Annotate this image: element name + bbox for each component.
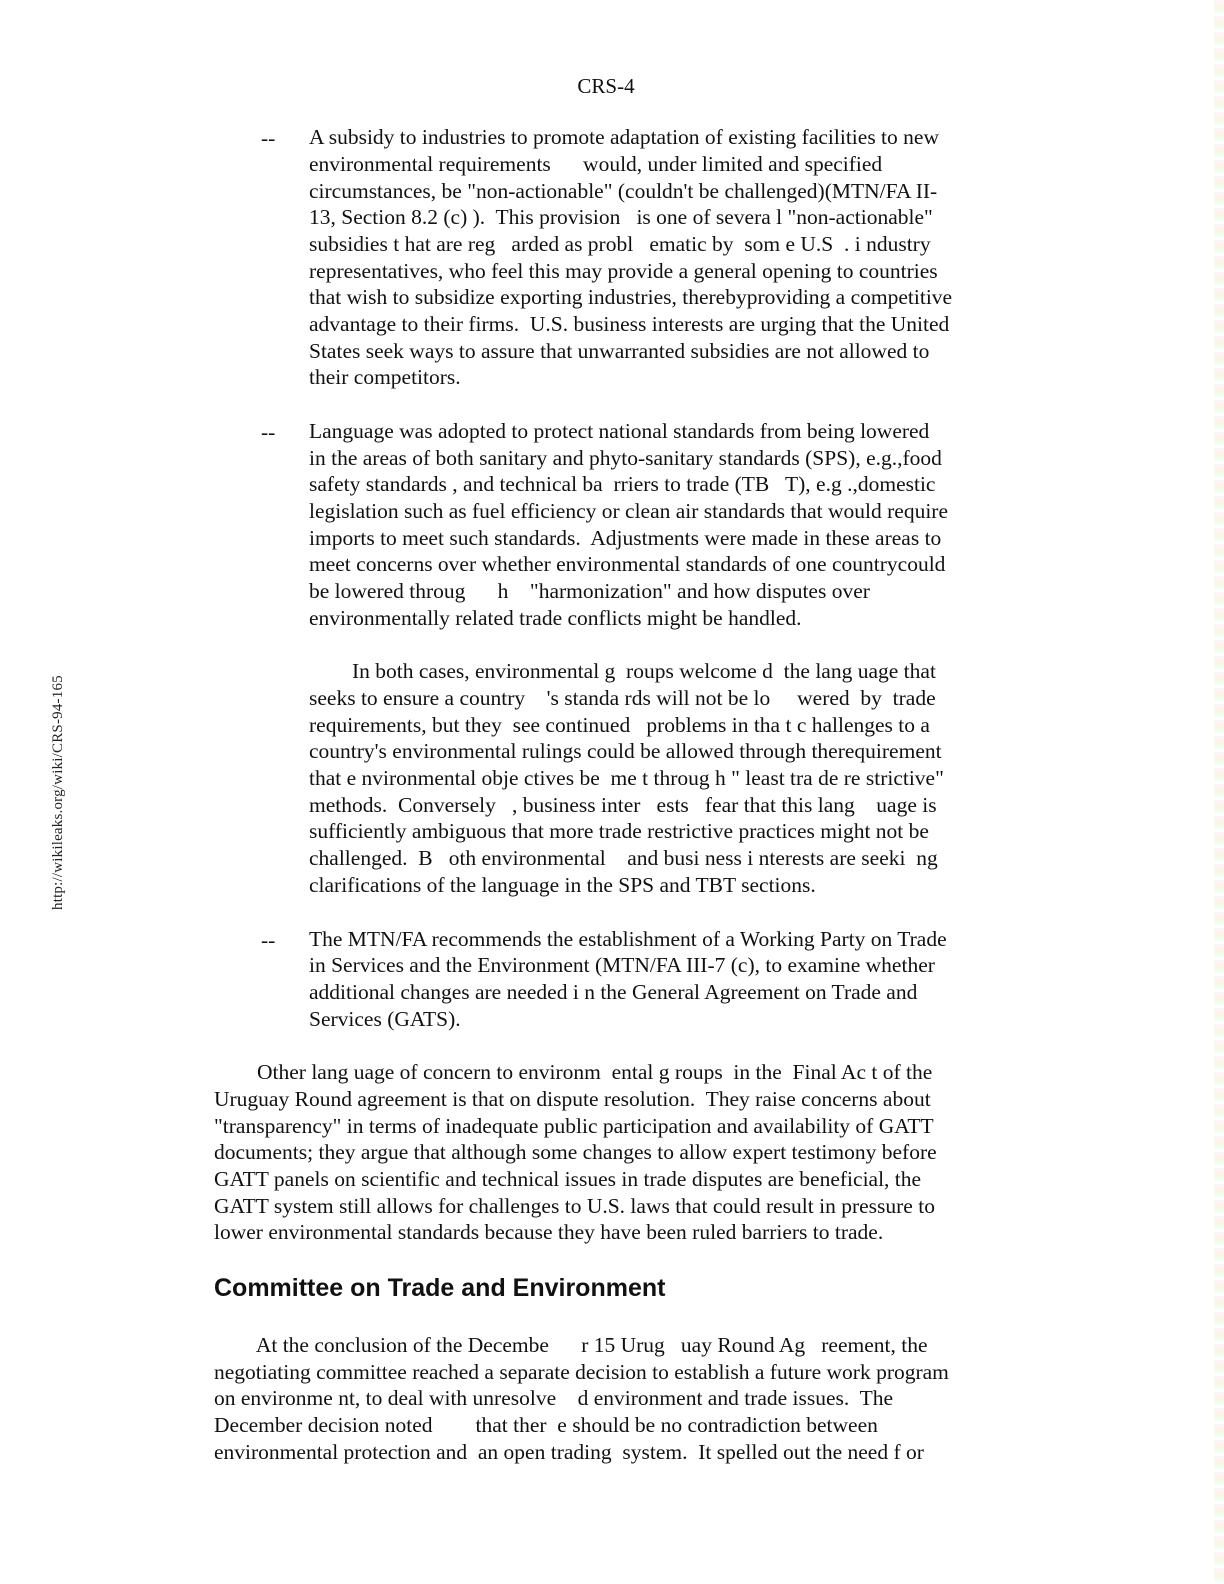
text-line: sufficiently ambiguous that more trade restrictive practices might not be bbox=[309, 819, 929, 843]
text-line: Uruguay Round agreement is that on dispute resolution. They raise concerns about bbox=[214, 1087, 931, 1111]
side-watermark-url: http://wikileaks.org/wiki/CRS-94-165 bbox=[50, 675, 66, 910]
scan-edge-strip bbox=[1214, 0, 1224, 1584]
bullet-marker: -- bbox=[261, 420, 276, 444]
bullet-marker: -- bbox=[261, 126, 276, 150]
text-line: clarifications of the language in the SPS and TBT sections. bbox=[309, 873, 816, 897]
text-line: environmental requirements would, under limited and specified bbox=[309, 152, 883, 176]
text-line: Services (GATS). bbox=[309, 1007, 461, 1031]
text-line: that e nvironmental obje ctives be me t throug h " least tra de re strictive" bbox=[309, 766, 944, 790]
text-line: documents; they argue that although some changes to allow expert testimony before bbox=[214, 1140, 937, 1164]
text-line: A subsidy to industries to promote adaptation of existing facilities to new bbox=[309, 125, 939, 149]
text-line: Language was adopted to protect national standards from being lowered bbox=[309, 419, 930, 443]
text-line: "transparency" in terms of inadequate public participation and availability of GATT bbox=[214, 1114, 934, 1138]
text-line: States seek ways to assure that unwarranted subsidies are not allowed to bbox=[309, 339, 930, 363]
text-line: requirements, but they see continued problems in tha t c hallenges to a bbox=[309, 713, 930, 737]
text-line: At the conclusion of the Decembe r 15 Urug uay Round Ag reement, the bbox=[214, 1333, 928, 1357]
text-line: advantage to their firms. U.S. business interests are urging that the United bbox=[309, 312, 950, 336]
text-line: be lowered throug h "harmonization" and how disputes over bbox=[309, 579, 870, 603]
text-line: methods. Conversely , business inter ests fear that this lang uage is bbox=[309, 793, 937, 817]
text-line: In both cases, environmental g roups welcome d the lang uage that bbox=[309, 659, 936, 683]
text-line: country's environmental rulings could be allowed through therequirement bbox=[309, 739, 942, 763]
text-line: environmental protection and an open trading system. It spelled out the need f or bbox=[214, 1440, 924, 1464]
text-line: lower environmental standards because they have been ruled barriers to trade. bbox=[214, 1220, 884, 1244]
text-line: environmentally related trade conflicts might be handled. bbox=[309, 606, 802, 630]
text-line: representatives, who feel this may provide a general opening to countries bbox=[309, 259, 938, 283]
text-line: their competitors. bbox=[309, 365, 461, 389]
text-line: additional changes are needed i n the General Agreement on Trade and bbox=[309, 980, 918, 1004]
text-line: that wish to subsidize exporting industries, therebyproviding a competitive bbox=[309, 285, 953, 309]
text-line: The MTN/FA recommends the establishment of a Working Party on Trade bbox=[309, 927, 947, 951]
section-heading: Committee on Trade and Environment bbox=[214, 1274, 666, 1302]
text-line: safety standards , and technical ba rriers to trade (TB T), e.g .,domestic bbox=[309, 472, 936, 496]
page-number-header: CRS-4 bbox=[577, 74, 635, 98]
text-line: 13, Section 8.2 (c) ). This provision is one of severa l "non-actionable" bbox=[309, 205, 933, 229]
text-line: in Services and the Environment (MTN/FA III-7 (c), to examine whether bbox=[309, 953, 935, 977]
text-line: December decision noted that ther e should be no contradiction between bbox=[214, 1413, 878, 1437]
bullet-marker: -- bbox=[261, 928, 276, 952]
text-line: negotiating committee reached a separate decision to establish a future work program bbox=[214, 1360, 949, 1384]
text-line: GATT panels on scientific and technical issues in trade disputes are beneficial, the bbox=[214, 1167, 922, 1191]
text-line: circumstances, be "non-actionable" (couldn't be challenged)(MTN/FA II- bbox=[309, 179, 938, 203]
text-line: meet concerns over whether environmental standards of one countrycould bbox=[309, 552, 946, 576]
text-line: imports to meet such standards. Adjustments were made in these areas to bbox=[309, 526, 942, 550]
text-line: on environme nt, to deal with unresolve d environment and trade issues. The bbox=[214, 1386, 894, 1410]
text-line: legislation such as fuel efficiency or clean air standards that would require bbox=[309, 499, 948, 523]
text-line: in the areas of both sanitary and phyto-sanitary standards (SPS), e.g.,food bbox=[309, 446, 942, 470]
text-line: challenged. B oth environmental and busi ness i nterests are seeki ng bbox=[309, 846, 938, 870]
text-line: subsidies t hat are reg arded as probl ematic by som e U.S . i ndustry bbox=[309, 232, 931, 256]
text-line: Other lang uage of concern to environm ental g roups in the Final Ac t of the bbox=[214, 1060, 933, 1084]
text-line: seeks to ensure a country 's standa rds will not be lo wered by trade bbox=[309, 686, 936, 710]
text-line: GATT system still allows for challenges to U.S. laws that could result in pressure to bbox=[214, 1194, 935, 1218]
